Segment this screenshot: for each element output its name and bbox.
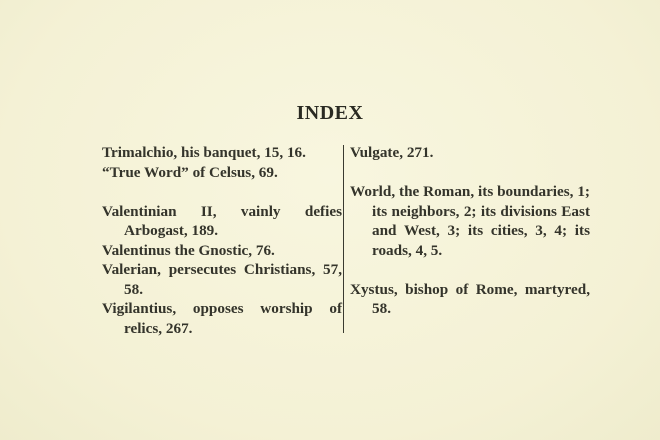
index-column-right <box>350 143 590 319</box>
index-entry: “True Word” of Celsus, 69. <box>102 163 278 181</box>
entry-gap <box>102 182 342 202</box>
index-entry: Valerian, persecutes Christians, 57, 58. <box>102 261 342 298</box>
index-entry: Trimalchio, his banquet, 15, 16. <box>102 144 306 161</box>
column-divider <box>343 145 344 333</box>
index-entry: Valentinus the Gnostic, 76. <box>102 241 275 259</box>
entry-gap <box>350 163 590 183</box>
index-entry: World, the Roman, its boundaries, 1; its neighbors, 2; its divisions East and West, 3; its cities, 3, 4; its roads, 4, 5. <box>350 183 590 259</box>
index-column-left <box>102 143 342 338</box>
index-entry: Valentinian II, vainly defies Arbogast, 189. <box>102 202 342 239</box>
index-entry: Vulgate, 271. <box>350 144 434 161</box>
page-title: INDEX <box>296 102 364 124</box>
entry-gap <box>350 260 590 280</box>
index-entry: Xystus, bishop of Rome, martyred, 58. <box>350 280 590 317</box>
index-entry: Vigilantius, opposes worship of relics, 267. <box>102 300 342 337</box>
